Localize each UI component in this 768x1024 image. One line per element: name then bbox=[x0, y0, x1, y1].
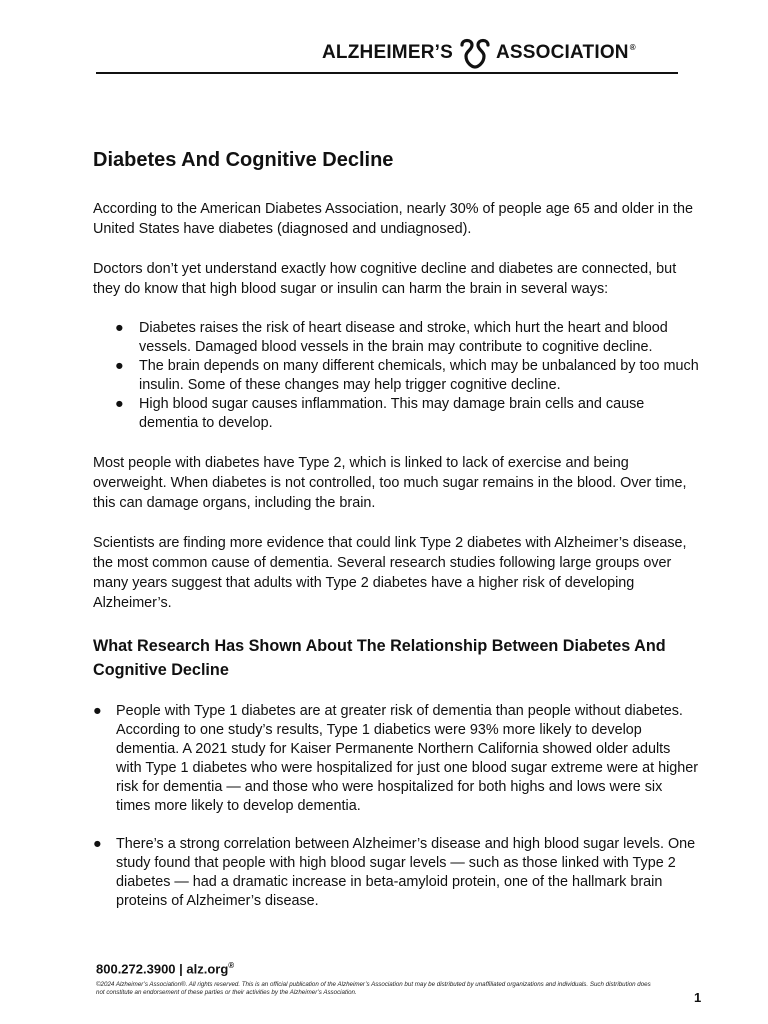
bullet-icon: ● bbox=[93, 836, 102, 852]
list-item-text: People with Type 1 diabetes are at greater risk of dementia than people without diabetes. According to one study’s results, Type 1 diabetics were 93% more likely to develop dementia. A 2021 study for Kaiser Permanente Northern California showed older adults with Type 1 diabetes who were hospitalized for just one blood sugar extreme were at higher risk for dementia — and those who were hospitalized for both highs and lows were six times more likely to develop dementia. bbox=[116, 703, 699, 814]
list-item bbox=[93, 702, 699, 816]
list-item-text: High blood sugar causes inflammation. This may damage brain cells and cause dementia to develop. bbox=[139, 396, 645, 431]
header-divider bbox=[96, 72, 678, 74]
list-item bbox=[93, 319, 699, 357]
bullet-icon: ● bbox=[115, 396, 124, 412]
footer-contact bbox=[96, 961, 234, 976]
list-item bbox=[93, 357, 699, 395]
type2-paragraph: Most people with diabetes have Type 2, which is linked to lack of exercise and being overweight. When diabetes is not controlled, too much sugar remains in the blood. Over time, this can damage organs, including the brain. bbox=[93, 455, 687, 511]
purple-mark-logo-icon bbox=[456, 36, 494, 70]
document-body bbox=[93, 144, 699, 930]
research-list bbox=[93, 702, 699, 911]
bullet-icon: ● bbox=[115, 358, 124, 374]
contact-text: 800.272.3900 | alz.org bbox=[96, 961, 229, 977]
list-item-text: Diabetes raises the risk of heart disease and stroke, which hurt the heart and blood vessels. Damaged blood vessels in the brain may contribute to cognitive decline. bbox=[139, 320, 668, 355]
logo-text-left: ALZHEIMER’S bbox=[322, 42, 453, 63]
mechanism-paragraph: Doctors don’t yet understand exactly how cognitive decline and diabetes are connected, but they do know that high blood sugar or insulin can harm the brain in several ways: bbox=[93, 261, 677, 297]
alzheimers-association-logo bbox=[322, 36, 636, 70]
legal-notice: ©2024 Alzheimer’s Association®. All rights reserved. This is an official publication of the Alzheimer’s Association but may be distributed by unaffiliated organizations and individuals. Such distribution does not constitute an endorsement of these parties or their activities by the Alzheimer’s Association. bbox=[96, 981, 651, 996]
bullet-icon: ● bbox=[93, 703, 102, 719]
page-title: Diabetes And Cognitive Decline bbox=[93, 149, 394, 171]
evidence-paragraph: Scientists are finding more evidence that could link Type 2 diabetes with Alzheimer’s disease, the most common cause of dementia. Several research studies following large groups over many years suggest that adults with Type 2 diabetes have a higher risk of developing Alzheimer’s. bbox=[93, 535, 687, 611]
list-item-text: The brain depends on many different chemicals, which may be unbalanced by too much insulin. Some of these changes may help trigger cognitive decline. bbox=[139, 358, 699, 393]
page-number: 1 bbox=[694, 990, 702, 1005]
list-item bbox=[93, 835, 699, 911]
ways-list bbox=[93, 319, 699, 433]
section-heading: What Research Has Shown About The Relationship Between Diabetes And Cognitive Decline bbox=[93, 637, 666, 679]
intro-paragraph: According to the American Diabetes Association, nearly 30% of people age 65 and older in the United States have diabetes (diagnosed and undiagnosed). bbox=[93, 201, 693, 237]
list-item bbox=[93, 395, 699, 433]
contact-registered-mark: ® bbox=[228, 961, 235, 970]
logo-text-right: ASSOCIATION bbox=[495, 42, 629, 63]
logo-registered-mark: ® bbox=[629, 42, 636, 52]
list-item-text: There’s a strong correlation between Alzheimer’s disease and high blood sugar levels. One study found that people with high blood sugar levels — such as those linked with Type 2 diabetes — had a dramatic increase in beta-amyloid protein, one of the hallmark brain proteins of Alzheimer’s disease. bbox=[116, 836, 696, 909]
bullet-icon: ● bbox=[115, 320, 124, 336]
